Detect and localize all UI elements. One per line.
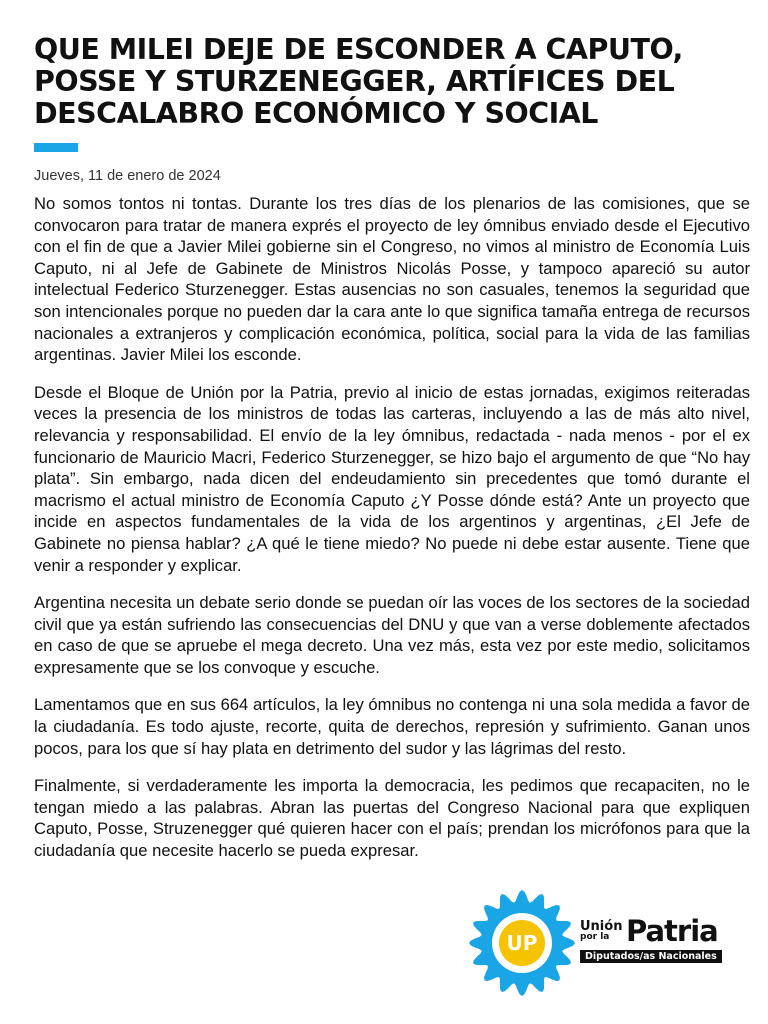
brand-subtitle: Diputados/as Nacionales	[580, 950, 722, 963]
page-title: QUE MILEI DEJE DE ESCONDER A CAPUTO, POSSE Y STURZENEGGER, ARTÍFICES DEL DESCALABRO ECONÓMICO Y SOCIAL	[34, 33, 683, 130]
sun-emblem-icon	[466, 888, 578, 998]
brand-patria: Patria	[626, 914, 718, 948]
brand-union: Unión	[580, 919, 623, 934]
paragraph-2: Desde el Bloque de Unión por la Patria, previo al inicio de estas jornadas, exigimos reiteradas veces la presencia de los ministros de todas las carteras, incluyendo a las de más alto nivel, relevancia y responsabilidad. El envío de la ley ómnibus, redactada - nada menos - por el ex funcionario de Mauricio Macri, Federico Sturzenegger, se hizo bajo el argumento de que “No hay plata”. Sin embargo, nada dicen del endeudamiento sin precedentes que tomó durante el macrismo el actual ministro de Economía Caputo ¿Y Posse dónde está? Ante un proyecto que incide en aspectos fundamentales de la vida de los argentinos y argentinas, ¿El Jefe de Gabinete no piensa hablar? ¿A qué le tiene miedo? No puede ni debe estar ausente. Tiene que venir a responder y explicar.	[34, 382, 750, 575]
publication-date: Jueves, 11 de enero de 2024	[34, 168, 221, 184]
paragraph-4: Lamentamos que en sus 664 artículos, la ley ómnibus no contenga ni una sola medida a favor de la ciudadanía. Es todo ajuste, recorte, quita de derechos, represión y sufrimiento. Ganan unos pocos, para los que sí hay plata en detrimento del sudor y las lágrimas del resto.	[34, 695, 750, 758]
paragraph-5: Finalmente, si verdaderamente les importa la democracia, les pedimos que recapaciten, no le tengan miedo a las palabras. Abran las puertas del Congreso Nacional para que expliquen Caputo, Posse, Struzenegger qué quieren hacer con el país; prendan los micrófonos para que la ciudadanía que necesite hacerlo se pueda expresar.	[34, 776, 750, 861]
paragraph-3: Argentina necesita un debate serio donde se puedan oír las voces de los sectores de la sociedad civil que ya están sufriendo las consecuencias del DNU y que van a verse doblemente afectados en caso de que se apruebe el mega decreto. Una vez más, esta vez por este medio, solicitamos expresamente que se los convoque y escuche.	[34, 593, 750, 677]
article-body	[34, 193, 750, 862]
press-release	[34, 34, 750, 878]
paragraph-1: No somos tontos ni tontas. Durante los tres días de los plenarios de las comisiones, que se convocaron para tratar de manera exprés el proyecto de ley ómnibus enviado desde el Ejecutivo con el fin de que a Javier Milei gobierne sin el Congreso, no vimos al ministro de Economía Luis Caputo, ni al Jefe de Gabinete de Ministros Nicolás Posse, y tampoco apareció su autor intelectual Federico Sturzenegger. Estas ausencias no son casuales, tenemos la seguridad que son intencionales porque no pueden dar la cara ante lo que significa tamaña entrega de recursos nacionales a extranjeros y complicación económica, política, social para la vida de las familias argentinas. Javier Milei los esconde.	[34, 194, 750, 365]
brand-por-la: por la	[580, 932, 610, 942]
emblem-text: UP	[506, 931, 538, 955]
union-por-la-patria-logo	[466, 888, 746, 998]
accent-bar	[34, 143, 78, 152]
